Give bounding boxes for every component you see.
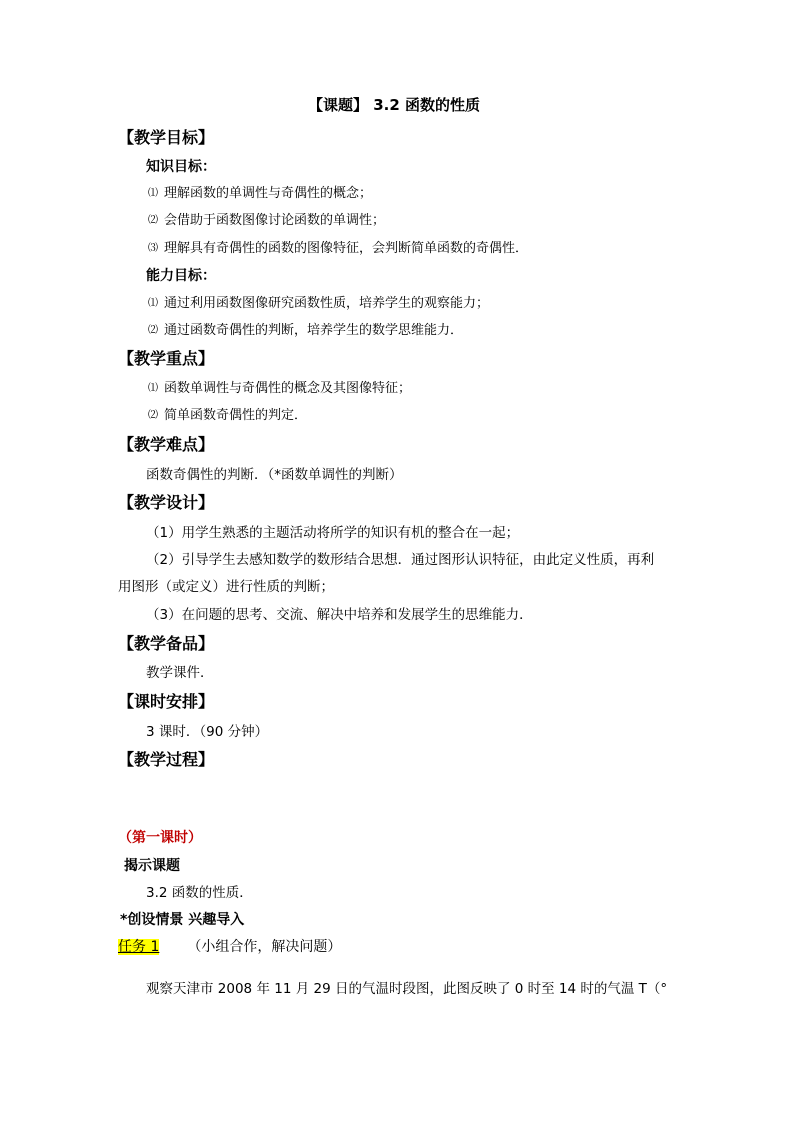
ability-goal-item [148,322,463,341]
item-text: 通过利用函数图像研究函数性质，培养学生的观察能力； [164,296,490,311]
page-title: 【课题】 3.2 函数的性质 [308,96,481,114]
item-text: 会借助于函数图像讨论函数的单调性； [164,213,386,228]
task-line [118,938,341,956]
design-line-2a: （2）引导学生去感知数学的数形结合思想．通过图形认识特征，由此定义性质，再利 [146,552,655,568]
scenario-heading: *创设情景 兴趣导入 [120,912,245,928]
item-number: ⑵ [148,410,158,421]
item-number: ⑴ [148,298,158,309]
key-point-item [148,380,411,399]
item-text: 简单函数奇偶性的判定． [164,408,308,423]
design-heading: 【教学设计】 [118,493,215,512]
item-number: ⑶ [148,243,158,254]
schedule-heading: 【课时安排】 [118,692,215,711]
process-heading: 【教学过程】 [118,750,215,769]
difficulty-heading: 【教学难点】 [118,435,215,454]
reveal-topic-heading: 揭示课题 [124,858,180,874]
knowledge-goals-label: 知识目标： [146,159,216,175]
design-line-3: （3）在问题的思考、交流、解决中培养和发展学生的思维能力． [146,607,533,623]
knowledge-goal-item [148,185,372,204]
task-description: （小组合作，解决问题） [187,939,342,955]
item-number: ⑵ [148,325,158,336]
reveal-topic-text: 3.2 函数的性质． [146,885,253,901]
goals-heading: 【教学目标】 [118,128,215,147]
item-number: ⑴ [148,188,158,199]
design-line-2b: 用图形（或定义）进行性质的判断； [118,579,334,595]
materials-text: 教学课件． [146,665,214,681]
design-line-1: （1）用学生熟悉的主题活动将所学的知识有机的整合在一起； [146,525,520,541]
lesson-period-label: （第一课时） [118,830,202,846]
item-number: ⑵ [148,215,158,226]
materials-heading: 【教学备品】 [118,634,215,653]
key-points-heading: 【教学重点】 [118,349,215,368]
observe-paragraph: 观察天津市 2008 年 11 月 29 日的气温时段图，此图反映了 0 时至 14 时的气温 T（° [146,981,668,997]
knowledge-goal-item [148,240,528,259]
item-text: 理解具有奇偶性的函数的图像特征，会判断简单函数的奇偶性． [164,241,529,256]
task-label: 任务 1 [118,939,160,955]
ability-goals-label: 能力目标： [146,268,216,284]
item-text: 函数单调性与奇偶性的概念及其图像特征； [164,381,412,396]
ability-goal-item [148,295,489,314]
item-text: 通过函数奇偶性的判断，培养学生的数学思维能力． [164,323,464,338]
item-text: 理解函数的单调性与奇偶性的概念； [164,186,373,201]
schedule-text: 3 课时．（90 分钟） [146,724,269,740]
difficulty-text: 函数奇偶性的判断．（*函数单调性的判断） [146,467,403,483]
knowledge-goal-item [148,212,385,231]
key-point-item [148,407,307,426]
item-number: ⑴ [148,383,158,394]
